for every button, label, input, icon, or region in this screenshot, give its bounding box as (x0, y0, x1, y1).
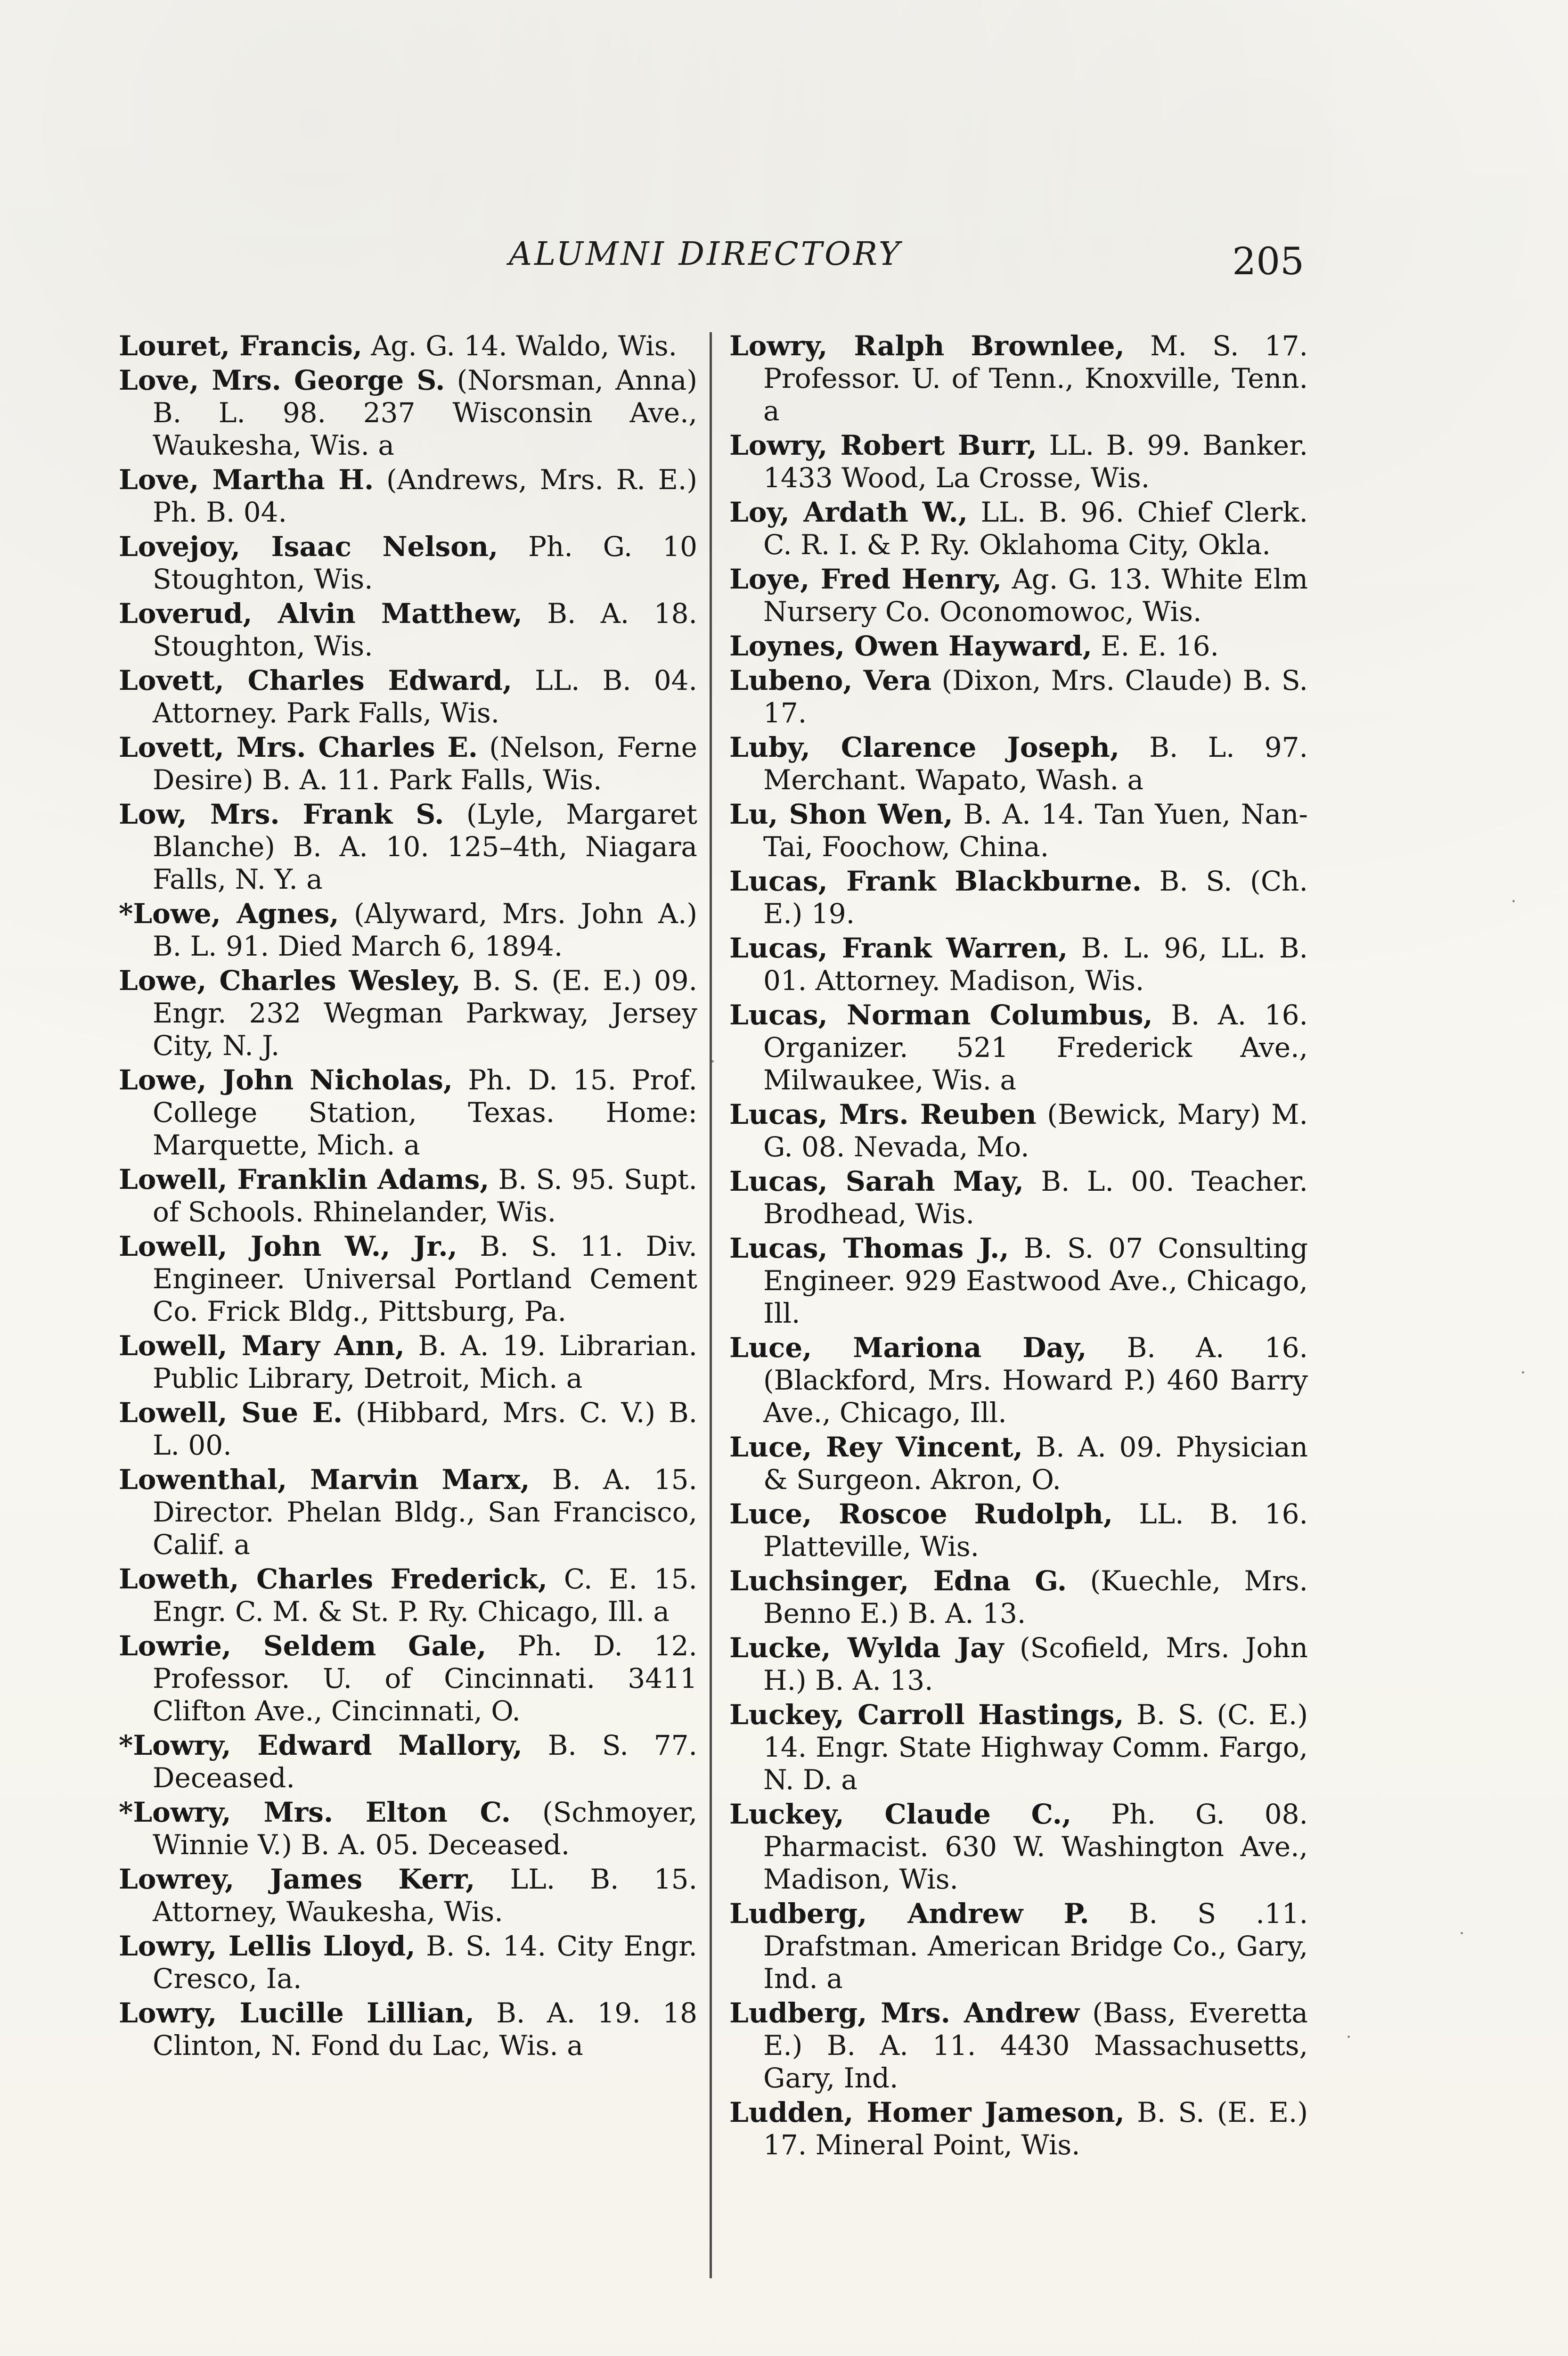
entry-details: B. L. 00. Teacher. Brodhead, Wis. (763, 1165, 1308, 1230)
directory-entry (119, 1563, 697, 1628)
directory-entry (729, 865, 1308, 930)
entry-name: Lowry, Ralph Brownlee, (729, 330, 1125, 362)
entry-details: B. L. 96, LL. B. 01. Attorney. Madison, Wis. (763, 932, 1308, 997)
directory-entry (729, 1431, 1308, 1496)
directory-entry (729, 563, 1308, 628)
entry-details: B. A. 18. Stoughton, Wis. (153, 597, 697, 662)
entry-details: Ph. G. 10 Stoughton, Wis. (153, 531, 697, 595)
entry-details: (Nelson, Ferne Desire) B. A. 11. Park Falls, Wis. (153, 731, 697, 796)
right-column (729, 330, 1308, 2163)
entry-details: (Schmoyer, Winnie V.) B. A. 05. Deceased. (153, 1796, 698, 1861)
entry-name: Loye, Fred Henry, (729, 563, 1002, 595)
directory-entry (729, 798, 1308, 863)
entry-details: (Kuechle, Mrs. Benno E.) B. A. 13. (763, 1565, 1308, 1629)
directory-entry (729, 1565, 1308, 1630)
directory-entry (119, 731, 697, 796)
entry-name: Loweth, Charles Frederick, (119, 1563, 547, 1595)
entry-details: E. E. 16. (1092, 630, 1219, 662)
entry-details: (Andrews, Mrs. R. E.) Ph. B. 04. (153, 464, 697, 528)
entry-details: B. L. 97. Merchant. Wapato, Wash. a (763, 731, 1308, 796)
entry-name: Ludberg, Mrs. Andrew (729, 1997, 1080, 2029)
entry-details: B. S. 14. City Engr. Cresco, Ia. (153, 1930, 697, 1995)
entry-details: (Alyward, Mrs. John A.) B. L. 91. Died March 6, 1894. (153, 898, 698, 962)
entry-name: Love, Martha H. (119, 464, 374, 496)
paper-speck (1461, 1932, 1463, 1934)
directory-entry (729, 496, 1308, 561)
entry-details: B. A. 15. Director. Phelan Bldg., San Francisco, Calif. a (153, 1464, 697, 1561)
entry-name: *Lowe, Agnes, (119, 898, 339, 930)
directory-entry (729, 1165, 1308, 1230)
entry-details: C. E. 15. Engr. C. M. & St. P. Ry. Chicago, Ill. a (153, 1563, 697, 1628)
entry-details: (Norsman, Anna) B. L. 98. 237 Wisconsin Ave., Waukesha, Wis. a (153, 364, 697, 461)
entry-name: Lowry, Lellis Lloyd, (119, 1930, 416, 1962)
entry-name: Lucas, Mrs. Reuben (729, 1098, 1037, 1130)
directory-entry (119, 1863, 697, 1928)
left-column (119, 330, 697, 2064)
entry-name: Luce, Rey Vincent, (729, 1431, 1023, 1463)
directory-entry (119, 664, 697, 729)
entry-details: B. S. 07 Consulting Engineer. 929 Eastwood Ave., Chicago, Ill. (763, 1232, 1308, 1329)
entry-details: (Dixon, Mrs. Claude) B. S. 17. (763, 664, 1308, 729)
paper-speck (1348, 2036, 1350, 2038)
directory-entry (119, 1330, 697, 1395)
directory-entry (729, 630, 1308, 663)
entry-name: Lowry, Robert Burr, (729, 429, 1037, 461)
directory-entry (119, 1464, 697, 1561)
entry-name: Lovett, Charles Edward, (119, 664, 513, 696)
directory-entry (119, 898, 697, 963)
running-header: ALUMNI DIRECTORY (509, 236, 902, 273)
entry-name: Luce, Mariona Day, (729, 1332, 1087, 1364)
entry-details: Ph. D. 12. Professor. U. of Cincinnati. 3411 Clifton Ave., Cincinnati, O. (153, 1630, 697, 1727)
directory-entry (729, 1232, 1308, 1330)
entry-details: (Bass, Everetta E.) B. A. 11. 4430 Massachusetts, Gary, Ind. (763, 1997, 1308, 2094)
directory-entry (729, 1798, 1308, 1896)
entry-name: Lucas, Thomas J., (729, 1232, 1009, 1264)
entry-name: Loy, Ardath W., (729, 496, 968, 528)
directory-entry (729, 1332, 1308, 1429)
entry-name: Lucas, Frank Blackburne. (729, 865, 1142, 897)
entry-name: Luce, Roscoe Rudolph, (729, 1498, 1113, 1530)
paper-speck (711, 1060, 714, 1063)
entry-details: LL. B. 96. Chief Clerk. C. R. I. & P. Ry. Oklahoma City, Okla. (763, 496, 1308, 561)
directory-entry (729, 999, 1308, 1096)
entry-name: Luckey, Carroll Hastings, (729, 1699, 1124, 1731)
directory-entry (729, 429, 1308, 494)
entry-name: Lowenthal, Marvin Marx, (119, 1464, 530, 1496)
directory-entry (729, 1098, 1308, 1163)
entry-details: Ph. D. 15. Prof. College Station, Texas. Home: Marquette, Mich. a (153, 1064, 697, 1161)
entry-details: M. S. 17. Professor. U. of Tenn., Knoxville, Tenn. a (763, 330, 1308, 427)
entry-name: Loynes, Owen Hayward, (729, 630, 1092, 662)
entry-name: Lowell, Mary Ann, (119, 1330, 405, 1362)
entry-name: Lovett, Mrs. Charles E. (119, 731, 478, 763)
entry-name: Lucke, Wylda Jay (729, 1632, 1004, 1664)
directory-entry (729, 1997, 1308, 2094)
entry-details: B. A. 16. Organizer. 521 Frederick Ave., Milwaukee, Wis. a (763, 999, 1308, 1096)
entry-name: Lucas, Frank Warren, (729, 932, 1068, 964)
entry-name: Lubeno, Vera (729, 664, 932, 696)
entry-details: B. S. 77. Deceased. (153, 1729, 697, 1794)
directory-entry (729, 1632, 1308, 1697)
directory-entry (119, 1397, 697, 1462)
entry-name: Lowe, John Nicholas, (119, 1064, 453, 1096)
entry-details: LL. B. 04. Attorney. Park Falls, Wis. (153, 664, 697, 729)
directory-entry (119, 1630, 697, 1727)
entry-name: Lucas, Sarah May, (729, 1165, 1024, 1197)
entry-name: Love, Mrs. George S. (119, 364, 445, 396)
directory-entry (729, 664, 1308, 729)
entry-name: Ludden, Homer Jameson, (729, 2096, 1125, 2128)
directory-entry (729, 1699, 1308, 1796)
entry-details: Ag. G. 14. Waldo, Wis. (362, 330, 678, 362)
directory-entry (119, 1930, 697, 1995)
entry-details: (Bewick, Mary) M. G. 08. Nevada, Mo. (763, 1098, 1308, 1163)
directory-entry (119, 1163, 697, 1228)
entry-details: (Hibbard, Mrs. C. V.) B. L. 00. (153, 1397, 698, 1461)
directory-entry (119, 364, 697, 462)
entry-details: LL. B. 99. Banker. 1433 Wood, La Crosse, Wis. (763, 429, 1308, 494)
entry-name: Lovejoy, Isaac Nelson, (119, 531, 498, 563)
directory-entry (119, 1064, 697, 1162)
directory-entry (119, 1997, 697, 2062)
entry-name: Louret, Francis, (119, 330, 362, 362)
entry-name: Lowrie, Seldem Gale, (119, 1630, 487, 1662)
entry-details: LL. B. 16. Platteville, Wis. (763, 1498, 1308, 1562)
entry-details: B. S. (E. E.) 09. Engr. 232 Wegman Parkway, Jersey City, N. J. (153, 965, 698, 1062)
entry-details: B. A. 14. Tan Yuen, Nan-Tai, Foochow, China. (763, 798, 1308, 863)
entry-details: Ph. G. 08. Pharmacist. 630 W. Washington Ave., Madison, Wis. (763, 1798, 1308, 1895)
directory-entry (119, 597, 697, 663)
entry-details: (Scofield, Mrs. John H.) B. A. 13. (763, 1632, 1308, 1696)
paper-speck (1512, 900, 1515, 902)
entry-details: Ag. G. 13. White Elm Nursery Co. Oconomowoc, Wis. (763, 563, 1308, 628)
directory-entry (729, 1898, 1308, 1995)
paper-speck (1522, 1371, 1524, 1374)
directory-entry (729, 932, 1308, 997)
entry-name: Lowry, Lucille Lillian, (119, 1997, 474, 2029)
entry-name: Lowell, John W., Jr., (119, 1230, 457, 1262)
entry-details: B. S. (C. E.) 14. Engr. State Highway Comm. Fargo, N. D. a (763, 1699, 1308, 1796)
entry-details: B. A. 09. Physician & Surgeon. Akron, O. (763, 1431, 1308, 1496)
entry-details: B. A. 16. (Blackford, Mrs. Howard P.) 460 Barry Ave., Chicago, Ill. (763, 1332, 1308, 1429)
entry-details: LL. B. 15. Attorney, Waukesha, Wis. (153, 1863, 698, 1928)
entry-name: Ludberg, Andrew P. (729, 1898, 1089, 1930)
entry-name: Lowell, Franklin Adams, (119, 1163, 490, 1195)
entry-name: Lu, Shon Wen, (729, 798, 953, 830)
directory-entry (729, 2096, 1308, 2161)
entry-name: Low, Mrs. Frank S. (119, 798, 444, 830)
directory-entry (729, 330, 1308, 427)
directory-entry (119, 1230, 697, 1328)
entry-name: Luchsinger, Edna G. (729, 1565, 1067, 1597)
entry-details: B. S. 11. Div. Engineer. Universal Portland Cement Co. Frick Bldg., Pittsburg, Pa. (153, 1230, 697, 1327)
entry-name: Luby, Clarence Joseph, (729, 731, 1120, 763)
directory-entry (729, 731, 1308, 796)
entry-name: *Lowry, Mrs. Elton C. (119, 1796, 511, 1828)
entry-details: B. S. 95. Supt. of Schools. Rhinelander, Wis. (153, 1163, 697, 1228)
entry-name: Lowe, Charles Wesley, (119, 965, 461, 997)
directory-entry (119, 965, 697, 1062)
directory-entry (119, 330, 697, 362)
entry-name: Luckey, Claude C., (729, 1798, 1072, 1830)
entry-name: Lowell, Sue E. (119, 1397, 343, 1429)
entry-name: Loverud, Alvin Matthew, (119, 597, 523, 630)
entry-name: *Lowry, Edward Mallory, (119, 1729, 523, 1761)
page-number: 205 (1232, 239, 1304, 283)
column-divider (710, 332, 712, 2278)
entry-details: B. S .11. Drafstman. American Bridge Co., Gary, Ind. a (763, 1898, 1308, 1995)
directory-entry (119, 798, 697, 896)
directory-entry (119, 464, 697, 529)
entry-details: B. S. (Ch. E.) 19. (763, 865, 1308, 930)
entry-name: Lucas, Norman Columbus, (729, 999, 1153, 1031)
directory-entry (119, 1729, 697, 1794)
directory-entry (119, 531, 697, 596)
entry-name: Lowrey, James Kerr, (119, 1863, 475, 1895)
directory-entry (119, 1796, 697, 1861)
entry-details: B. A. 19. 18 Clinton, N. Fond du Lac, Wis. a (153, 1997, 697, 2062)
entry-details: B. A. 19. Librarian. Public Library, Detroit, Mich. a (153, 1330, 697, 1394)
directory-entry (729, 1498, 1308, 1563)
entry-details: (Lyle, Margaret Blanche) B. A. 10. 125–4th, Niagara Falls, N. Y. a (153, 798, 697, 895)
entry-details: B. S. (E. E.) 17. Mineral Point, Wis. (763, 2096, 1308, 2161)
